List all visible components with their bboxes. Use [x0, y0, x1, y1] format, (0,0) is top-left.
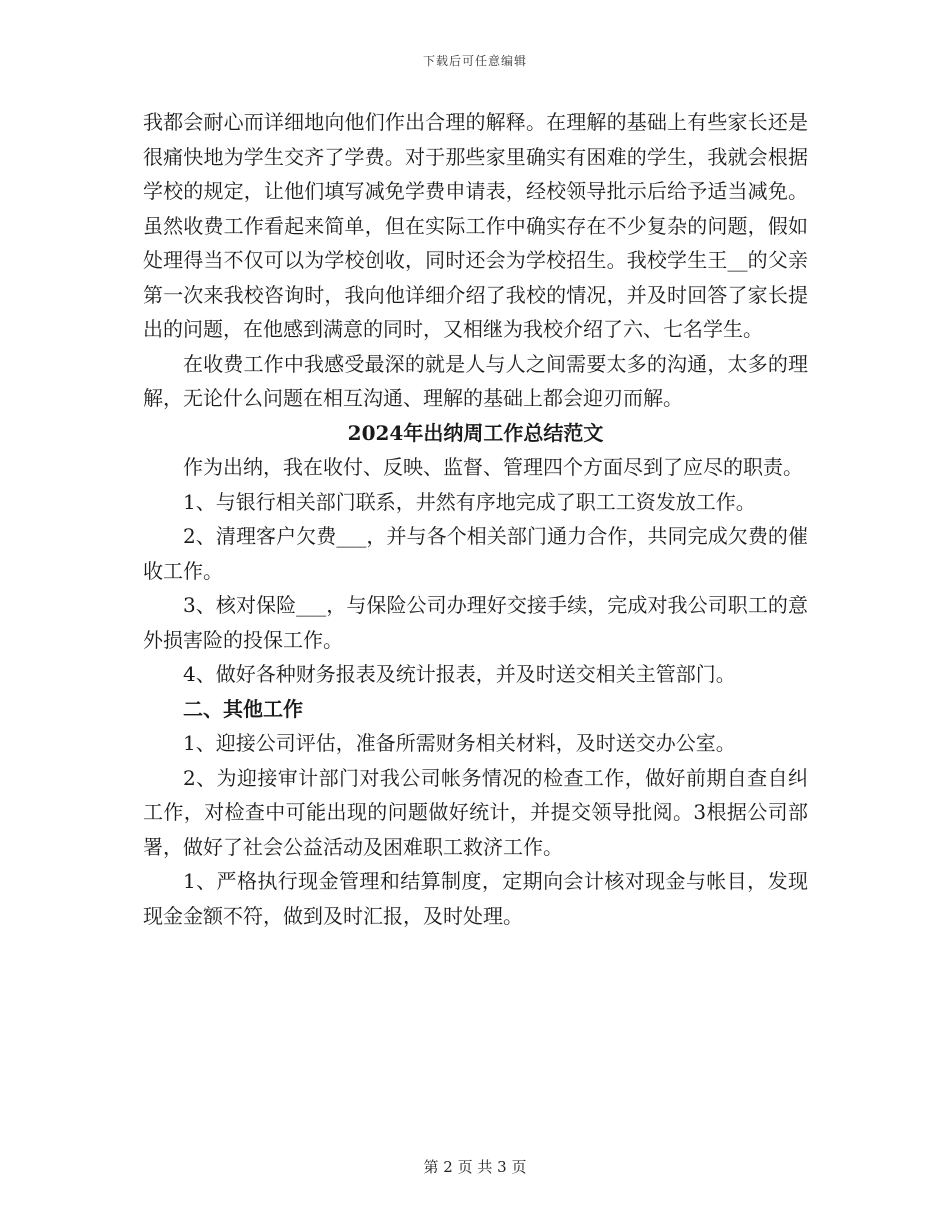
list-item-2: 2、清理客户欠费___，并与各个相关部门通力合作，共同完成欠费的催收工作。 [143, 524, 808, 583]
list-item-3: 3、核对保险___，与保险公司办理好交接手续，完成对我公司职工的意外损害险的投保工作。 [143, 593, 808, 652]
section-2-item-1: 1、迎接公司评估，准备所需财务相关材料，及时送交办公室。 [183, 731, 736, 755]
section-2-item-2: 2、为迎接审计部门对我公司帐务情况的检查工作，做好前期自查自纠工作，对检查中可能出现的问题做好统计，并提交领导批阅。3根据公司部署，做好了社会公益活动及困难职工救济工作。 [143, 765, 808, 859]
list-item-1: 1、与银行相关部门联系，井然有序地完成了职工工资发放工作。 [183, 489, 756, 514]
document-title: 2024年出纳周工作总结范文 [347, 420, 604, 445]
section-heading: 二、其他工作 [183, 696, 303, 721]
intro-paragraph: 作为出纳，我在收付、反映、监督、管理四个方面尽到了应尽的职责。 [183, 455, 803, 479]
section-2-item-3: 1、严格执行现金管理和结算制度，定期向会计核对现金与帐目，发现现金金额不符，做到及时汇报，及时处理。 [143, 869, 808, 928]
list-item-4: 4、做好各种财务报表及统计报表，并及时送交相关主管部门。 [183, 662, 736, 686]
document-body [143, 105, 808, 933]
page-header: 下载后可任意编辑 [422, 54, 527, 68]
page-footer: 第 2 页 共 3 页 [423, 1158, 527, 1176]
paragraph-2: 在收费工作中我感受最深的就是人与人之间需要太多的沟通，太多的理解，无论什么问题在相互沟通、理解的基础上都会迎刃而解。 [143, 351, 808, 410]
continued-paragraph: 我都会耐心而详细地向他们作出合理的解释。在理解的基础上有些家长还是很痛快地为学生交齐了学费。对于那些家里确实有困难的学生，我就会根据学校的规定，让他们填写减免学费申请表，经校领导批示后给予适当减免。虽然收费工作看起来简单，但在实际工作中确实存在不少复杂的问题，假如处理得当不仅可以为学校创收，同时还会为学校招生。我校学生王__的父亲第一次来我校咨询时，我向他详细介绍了我校的情况，并及时回答了家长提出的问题，在他感到满意的同时，又相继为我校介绍了六、七名学生。 [143, 110, 808, 341]
